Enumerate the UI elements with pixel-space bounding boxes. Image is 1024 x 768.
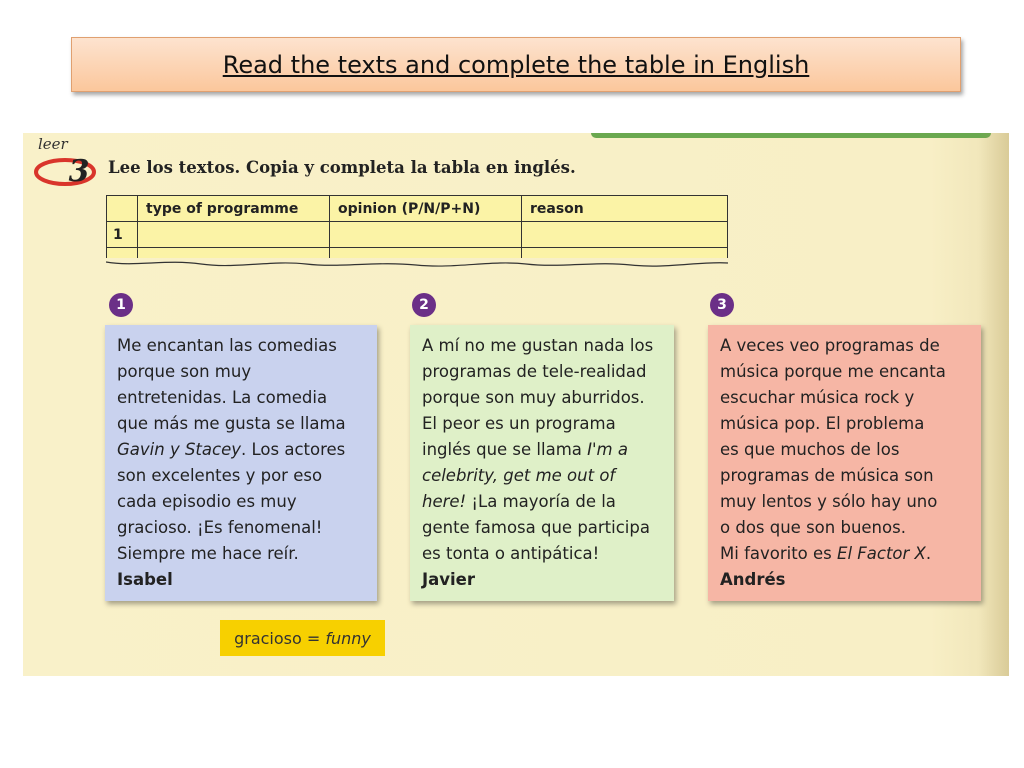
text-segment: gracioso. ¡Es fenomenal! <box>117 518 323 537</box>
text-segment: A mí no me gustan nada los <box>422 336 654 355</box>
text-line <box>117 515 367 541</box>
table-corner-cell <box>107 196 138 222</box>
text-line <box>422 385 664 411</box>
table-header-row <box>107 196 728 222</box>
text-line <box>117 437 367 463</box>
table-row <box>107 222 728 248</box>
text-line <box>422 359 664 385</box>
text-line <box>117 411 367 437</box>
text-segment: entretenidas. La comedia <box>117 388 328 407</box>
text-segment: programas de tele-realidad <box>422 362 647 381</box>
text-body <box>117 333 367 567</box>
text-segment: programas de música son <box>720 466 934 485</box>
text-line <box>422 515 664 541</box>
text-segment: Siempre me hace reír. <box>117 544 299 563</box>
text-segment: El peor es un programa <box>422 414 616 433</box>
text-line <box>117 385 367 411</box>
text-segment: es que muchos de los <box>720 440 900 459</box>
text-segment: son excelentes y por eso <box>117 466 323 485</box>
table-row-number: 1 <box>107 222 138 248</box>
glossary-box <box>220 620 385 656</box>
text-author: Isabel <box>117 570 173 589</box>
table-row-torn <box>107 248 728 259</box>
glossary-word: gracioso <box>234 628 302 648</box>
text-line <box>117 489 367 515</box>
text-segment: muy lentos y sólo hay uno <box>720 492 938 511</box>
text-italic-segment: here! <box>422 492 467 511</box>
text-segment: ¡La mayoría de la <box>466 492 616 511</box>
text-line <box>720 359 971 385</box>
text-line <box>720 515 971 541</box>
text-segment: música porque me encanta <box>720 362 946 381</box>
text-segment: o dos que son buenos. <box>720 518 906 537</box>
table-cell-type <box>138 222 330 248</box>
table-cell-reason <box>522 222 728 248</box>
text-line <box>720 489 971 515</box>
text-line <box>117 359 367 385</box>
text-segment: música pop. El problema <box>720 414 925 433</box>
text-number-badge: 1 <box>109 293 133 317</box>
activity-number: 3 <box>68 154 90 187</box>
green-header-strip <box>591 133 991 138</box>
text-segment: gente famosa que participa <box>422 518 650 537</box>
text-segment: Me encantan las comedias <box>117 336 337 355</box>
text-line <box>422 437 664 463</box>
text-line <box>720 385 971 411</box>
table-cell-torn <box>138 248 330 259</box>
table-cell-opinion <box>330 222 522 248</box>
text-segment: porque son muy aburridos. <box>422 388 645 407</box>
text-segment: inglés que se llama <box>422 440 588 459</box>
text-line <box>720 333 971 359</box>
text-segment: escuchar música rock y <box>720 388 915 407</box>
text-number-badge: 2 <box>412 293 436 317</box>
text-line <box>720 541 971 567</box>
text-italic-segment: I'm a <box>587 440 628 459</box>
table-cell-torn <box>330 248 522 259</box>
text-segment: cada episodio es muy <box>117 492 297 511</box>
text-segment: es tonta o antipática! <box>422 544 600 563</box>
text-box-javier <box>410 325 674 601</box>
text-segment: que más me gusta se llama <box>117 414 346 433</box>
text-line <box>422 541 664 567</box>
text-segment: Mi favorito es <box>720 544 838 563</box>
page-edge-shadow <box>979 133 1009 676</box>
text-body <box>720 333 971 567</box>
text-line <box>720 437 971 463</box>
text-line <box>720 463 971 489</box>
text-line <box>422 333 664 359</box>
text-segment: . <box>925 544 932 563</box>
answer-table <box>106 195 728 258</box>
slide-title: Read the texts and complete the table in English <box>222 50 810 79</box>
text-number-badge: 3 <box>710 293 734 317</box>
text-line <box>117 541 367 567</box>
text-author: Javier <box>422 570 476 589</box>
leer-label: leer <box>38 135 68 153</box>
textbook-page <box>23 133 1009 676</box>
text-line <box>422 489 664 515</box>
slide-title-box <box>71 37 961 92</box>
activity-number-badge-icon <box>33 153 101 187</box>
text-line <box>117 463 367 489</box>
text-segment: porque son muy <box>117 362 252 381</box>
text-box-andres <box>708 325 981 601</box>
text-line <box>422 463 664 489</box>
text-italic-segment: El Factor X <box>837 544 926 563</box>
text-italic-segment: Gavin y Stacey <box>117 440 241 459</box>
glossary-meaning: funny <box>325 628 371 648</box>
table-header-opinion: opinion (P/N/P+N) <box>330 196 522 222</box>
glossary-equals: = <box>301 628 326 648</box>
text-box-isabel <box>105 325 377 601</box>
table-header-type: type of programme <box>138 196 330 222</box>
text-line <box>720 411 971 437</box>
text-segment: . Los actores <box>241 440 346 459</box>
text-line <box>117 333 367 359</box>
text-line <box>422 411 664 437</box>
table-header-reason: reason <box>522 196 728 222</box>
table-cell-torn <box>107 248 138 259</box>
activity-instruction: Lee los textos. Copia y completa la tabla en inglés. <box>108 158 576 177</box>
table-cell-torn <box>522 248 728 259</box>
text-body <box>422 333 664 567</box>
torn-edge-icon <box>106 258 728 272</box>
text-segment: A veces veo programas de <box>720 336 940 355</box>
text-author: Andrés <box>720 570 786 589</box>
text-italic-segment: celebrity, get me out of <box>422 466 616 485</box>
